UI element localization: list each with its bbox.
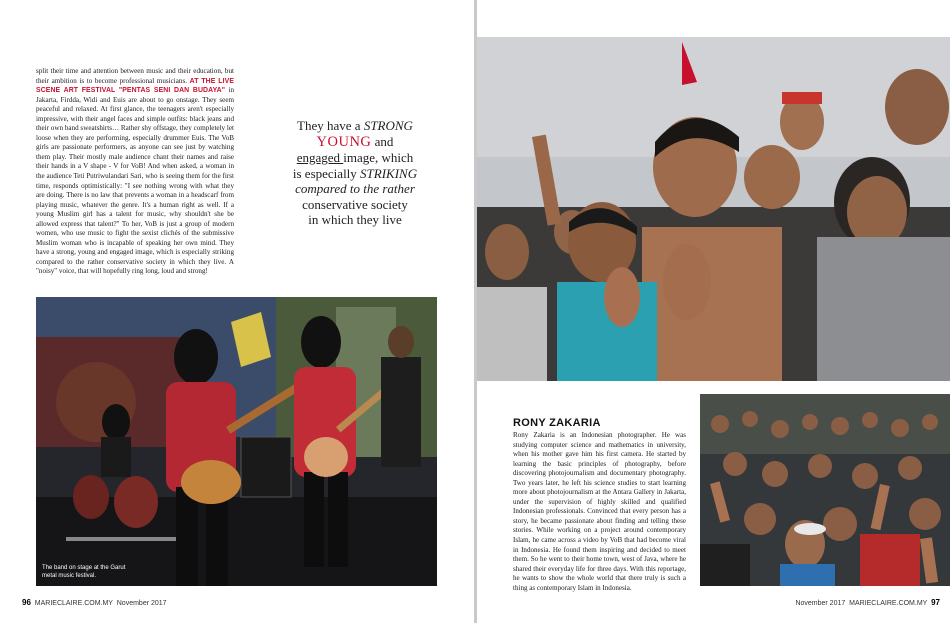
photographer-bio: Rony Zakaria is an Indonesian photographer. He was studying computer science and mathematics in university, when his mother gave him his first camera. He started by learning the basic principles of photography, before discovering photojournalism and documentary photography. Two years later, he left his science studies to start learning more about photojournalism at the Antara Gallery in Jakarta, under the supervision of highly skilled and qualified Indonesian professionals. Convinced that every person has a story, he became passionate about finding and telling these stories. While working on a project around contemporary Islam, he came across a video by VoB that had become viral in Indonesia. He found them inspiring and decided to meet them. So he went to their home town, west of Java, where he shared their everyday life for three days. With this reportage, he wants to show the whole world that there truly is such a thing as contemporary Islam in Indonesia. bbox=[513, 431, 686, 592]
band-stage-photo bbox=[36, 297, 437, 586]
right-page bbox=[477, 0, 950, 623]
photographer-name: RONY ZAKARIA bbox=[513, 417, 601, 429]
crowd-photo bbox=[477, 37, 950, 381]
pull-quote-strong: STRONG bbox=[363, 118, 413, 133]
pull-quote-text: conservative society bbox=[302, 196, 408, 212]
body-main: in Jakarta, Firdda, Widi and Euis are about to go onstage. They seem peaceful and relaxed. At first glance, the teenagers aren't especially impressive, with their angel faces and simple outfits: black jeans and their own band sweatshirts… Rather shy offstage, they completely let loose when they are performing, especially drummer Euis. The VoB girls are passionate performers, as anyone can see just by watching them play. Their mostly male audience chant their names and raise their hands in a V shape - V for VoB! And when asked, a woman in the audience Teti Putriwulandari Sari, who is seeing them for the first time, responds optimistically: "I see nothing wrong with what they are doing. There is no law that prevents a woman in a headscarf from playing music, whatever the genre. It's a human right as well. If a young Muslim girl has a talent for music, why shouldn't she be allowed express that talent?" To her, VoB is just a group of modern women, who use music to fight the sexist clichés of the submissive Muslim woman who is incapable of speaking her own mind. They have a strong, young and engaged image, which is especially striking compared to the rather conservative society in which they live. A "noisy" voice, that will hopefully ring long, loud and strong! bbox=[36, 86, 234, 276]
crowd-v-sign-illustration bbox=[700, 394, 950, 586]
pull-quote-text: compared to the rather bbox=[295, 181, 415, 196]
folio-site: MARIECLAIRE.COM.MY bbox=[34, 600, 113, 607]
pull-quote-text: is especially bbox=[292, 165, 361, 181]
pull-quote-young: YOUNG bbox=[316, 133, 372, 150]
article-body bbox=[36, 67, 234, 285]
pull-quote bbox=[250, 118, 460, 228]
pull-quote-engaged: engaged bbox=[296, 150, 344, 165]
pull-quote-text: image, which bbox=[343, 150, 414, 165]
folio-left bbox=[22, 598, 167, 607]
folio-right bbox=[795, 598, 940, 607]
pull-quote-text: They have a bbox=[297, 118, 364, 133]
band-stage-illustration bbox=[36, 297, 437, 586]
pull-quote-text: in which they live bbox=[308, 212, 402, 227]
folio-site: MARIECLAIRE.COM.MY bbox=[849, 600, 928, 607]
crowd-v-sign-photo bbox=[700, 394, 950, 586]
crowd-illustration bbox=[477, 37, 950, 381]
pull-quote-striking: STRIKING bbox=[360, 165, 418, 181]
folio-date: November 2017 bbox=[116, 600, 167, 607]
body-lead-in: AT THE LIVE SCENE ART FESTIVAL "PENTAS SENI DAN BUDAYA" bbox=[36, 77, 235, 95]
page-number: 96 bbox=[22, 598, 31, 607]
folio-date: November 2017 bbox=[795, 600, 846, 607]
pull-quote-text: and bbox=[371, 133, 394, 149]
page-number: 97 bbox=[931, 598, 940, 607]
left-page bbox=[0, 0, 474, 623]
body-intro: split their time and attention between music and their education, but their ambition is to become professional musicians. bbox=[36, 67, 234, 85]
photo-caption: The band on stage at the Garut metal music festival. bbox=[42, 565, 126, 579]
